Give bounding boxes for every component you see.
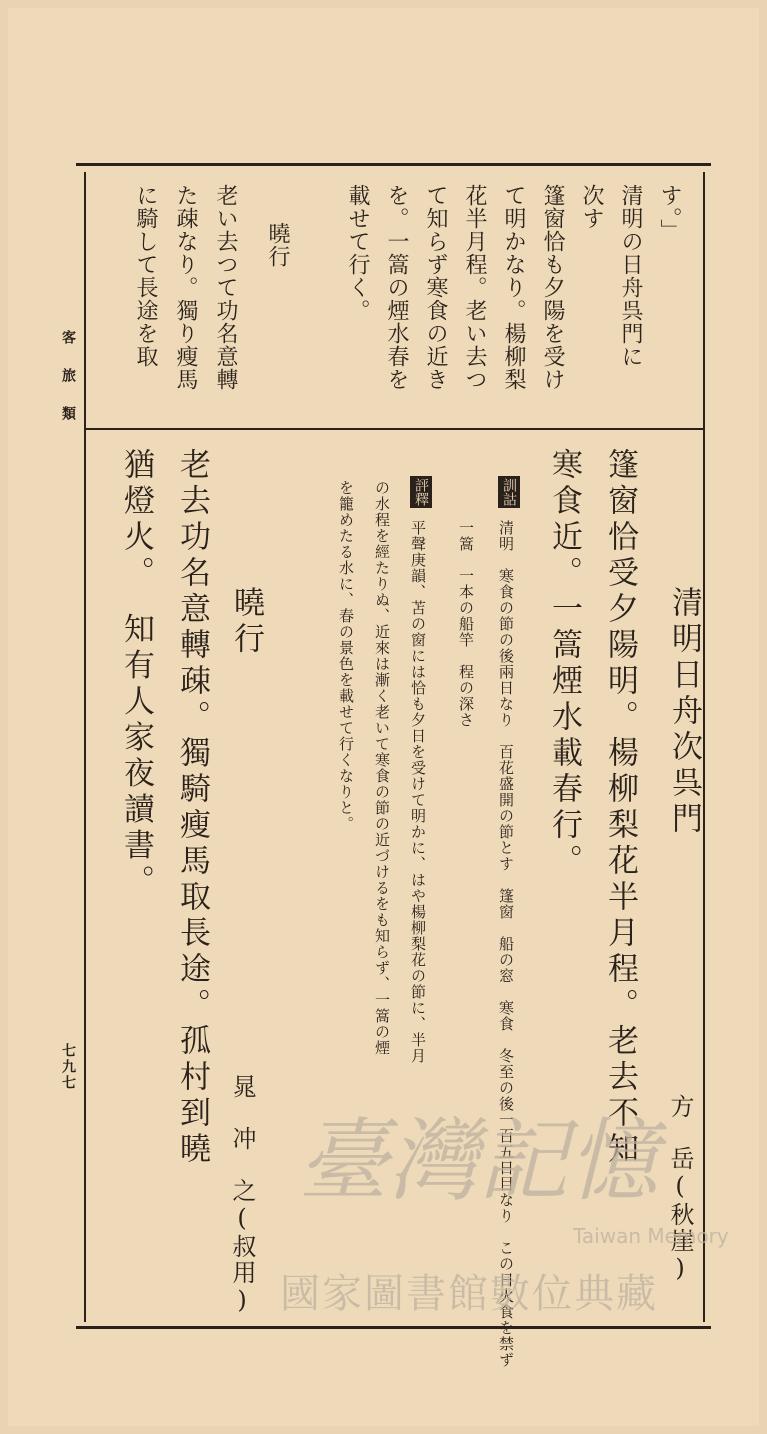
gloss-line: 一篙 一本の船竿 程の深さ (457, 520, 475, 728)
poem2-title: 曉行 (228, 586, 264, 658)
frame-divider-rule (84, 428, 705, 430)
commentary-block (410, 476, 432, 508)
commentary-line: 平聲庚韻、苫の窗には恰も夕日を受けて明かに、はや楊柳梨花の節に、半月 (409, 520, 427, 1064)
poem1-title: 清明日舟次呉門 (666, 586, 702, 838)
reading-column: て明かなり。楊柳梨 (501, 184, 526, 391)
watermark-script: 臺灣記憶 (298, 1109, 658, 1214)
commentary-line: を籠めたる水に、春の景色を載せて行くなりと。 (337, 480, 355, 832)
reading-column: て知らず寒食の近き (423, 184, 448, 391)
page-number: 七九七 (60, 1043, 76, 1091)
reading-column: 花半月程。老い去つ (462, 184, 487, 391)
commentary-line: の水程を經たりぬ、近來は漸く老いて寒食の節の近づけるをも知らず、一篙の煙 (373, 480, 391, 1056)
reading-column: 載せて行く。 (345, 184, 370, 322)
book-page (8, 8, 759, 1426)
gloss-badge: 訓詁 (498, 476, 520, 508)
poem2-line: 猶燈火。 知有人家夜讀書。 (118, 448, 154, 901)
reading-column: 次す (579, 184, 604, 230)
reading-column: 清明の日舟呉門に (618, 184, 643, 368)
poem1-author: 方 岳(秋崖) (666, 1094, 694, 1284)
section-label (58, 330, 78, 444)
frame-bottom-rule (76, 1326, 711, 1329)
poem2-line: 老去功名意轉疎。獨騎瘦馬取長途。孤村到曉 (174, 448, 210, 1168)
gloss-line: 清明 寒食の節の後兩日なり 百花盛開の節とす 篷窗 船の窓 寒食 冬至の後一百五日目なり この日火食を禁ず (497, 520, 515, 1368)
poem2-author: 晁 冲 之(叔用) (228, 1074, 256, 1316)
watermark-latin: Taiwan Memory (573, 1224, 729, 1248)
reading-column: 老い去つて功名意轉 (213, 184, 238, 391)
poem1-line: 寒食近。一篙煙水載春行。 (546, 448, 582, 880)
commentary-badge: 評釋 (410, 476, 432, 508)
frame-top-rule (76, 163, 711, 166)
gloss-block (498, 476, 520, 508)
section-char: 旅 (60, 368, 76, 406)
frame-left-rule (84, 172, 86, 1322)
section-char: 客 (60, 330, 76, 368)
watermark-caption: 國家圖書館數位典藏 (280, 1271, 658, 1317)
frame-right-rule (703, 172, 705, 1322)
reading-column: に騎して長途を取 (133, 184, 158, 368)
reading-column: 篷窗恰も夕陽を受け (540, 184, 565, 391)
reading-column: を。一篙の煙水春を (384, 184, 409, 391)
reading-column: た疎なり。獨り瘦馬 (173, 184, 198, 391)
section-char: 類 (60, 406, 76, 444)
reading-title: 曉行 (265, 222, 290, 268)
poem1-line: 篷窗恰受夕陽明。楊柳梨花半月程。老去不知 (602, 448, 638, 1168)
reading-column: す。」 (657, 184, 682, 242)
